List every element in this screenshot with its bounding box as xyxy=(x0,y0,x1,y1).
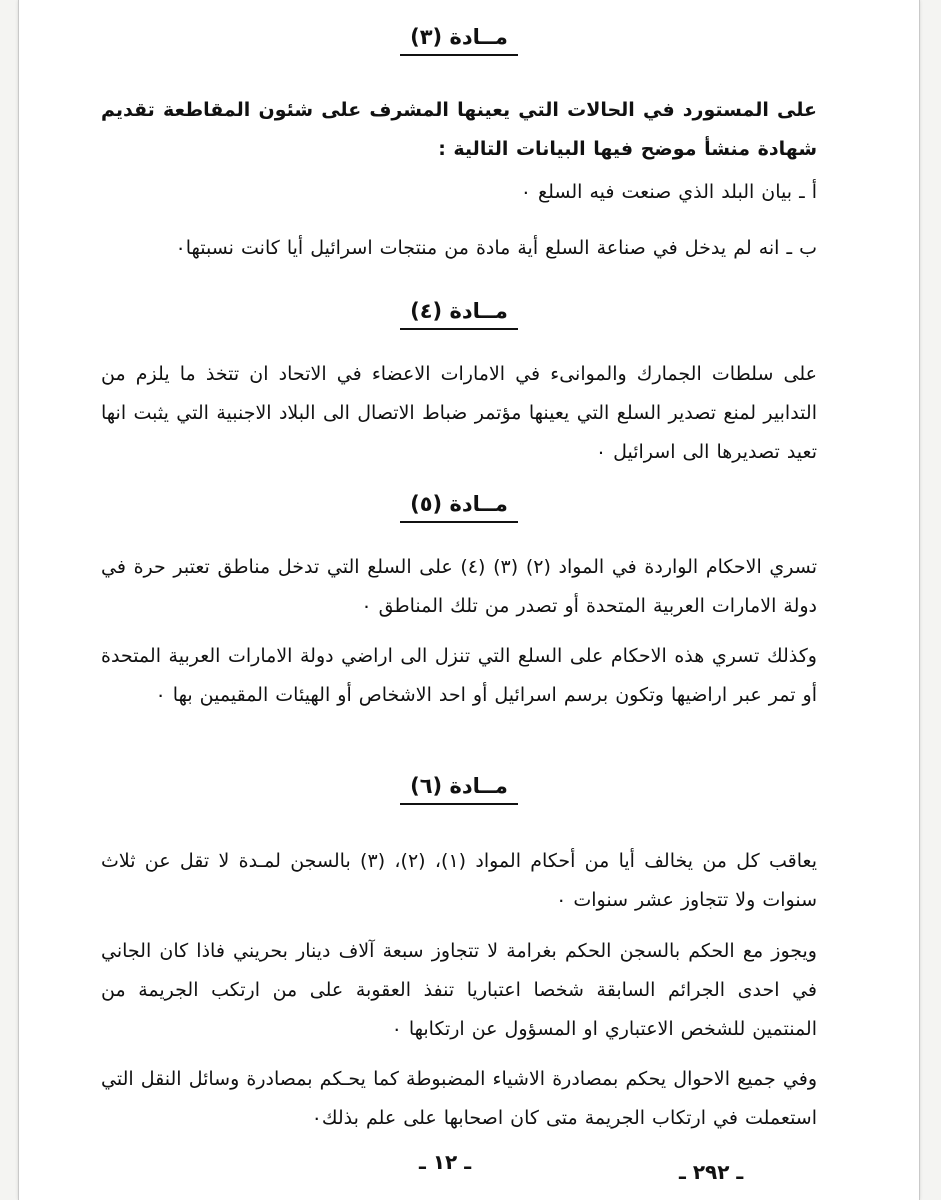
article-5-paragraph-1: تسري الاحكام الواردة في المواد (٢) (٣) (٤) على السلع التي تدخل مناطق تعتبر حرة في دولة الامارات العربية المتحدة أو تصدر من تلك المناطق ٠ xyxy=(101,556,817,617)
article-3-item-a: أ ـ بيان البلد الذي صنعت فيه السلع ٠ xyxy=(520,181,817,203)
document-content xyxy=(101,0,817,1200)
article-3-item-b: ب ـ انه لم يدخل في صناعة السلع أية مادة من منتجات اسرائيل أيا كانت نسبتها٠ xyxy=(175,237,817,259)
article-5-heading: مــادة (٥) xyxy=(101,489,817,523)
article-6-heading: مــادة (٦) xyxy=(101,771,817,805)
volume-page-number: ـ ٢٩٢ ـ xyxy=(679,1160,744,1184)
document-page xyxy=(18,0,920,1200)
article-5-paragraph-2: وكذلك تسري هذه الاحكام على السلع التي تنزل الى اراضي دولة الامارات العربية المتحدة أو تمر عبر اراضيها وتكون برسم اسرائيل أو احد الاشخاص أو الهيئات المقيمين بها ٠ xyxy=(101,645,817,706)
article-6-paragraph-2: ويجوز مع الحكم بالسجن الحكم بغرامة لا تتجاوز سبعة آلاف دينار بحريني فاذا كان الجاني في احدى الجرائم السابقة شخصا اعتباريا تنفذ العقوبة على من ارتكب الجريمة من المنتمين للشخص الاعتباري او المسؤول عن ارتكابها ٠ xyxy=(101,940,817,1040)
article-6-paragraph-1: يعاقب كل من يخالف أيا من أحكام المواد (١)، (٢)، (٣) بالسجن لمـدة لا تقل عن ثلاث سنوات ولا تتجاوز عشر سنوات ٠ xyxy=(101,850,818,911)
article-3-paragraph: على المستورد في الحالات التي يعينها المشرف على شئون المقاطعة تقديم شهادة منشأ موضح فيها البيانات التالية : xyxy=(101,99,817,160)
page-number: ـ ١٢ ـ xyxy=(419,1150,472,1174)
article-3-heading: مــادة (٣) xyxy=(101,22,817,56)
article-4-heading: مــادة (٤) xyxy=(101,296,817,330)
article-4-paragraph: على سلطات الجمارك والموانىء في الامارات الاعضاء في الاتحاد ان تتخذ ما يلزم من التدابير لمنع تصدير السلع التي يعينها مؤتمر ضباط الاتصال الى البلاد الاجنبية التي يثبت انها تعيد تصديرها الى اسرائيل ٠ xyxy=(101,363,817,463)
article-6-paragraph-3: وفي جميع الاحوال يحكم بمصادرة الاشياء المضبوطة كما يحـكم بمصادرة وسائل النقل التي استعملت في ارتكاب الجريمة متى كان اصحابها على علم بذلك٠ xyxy=(101,1068,817,1129)
